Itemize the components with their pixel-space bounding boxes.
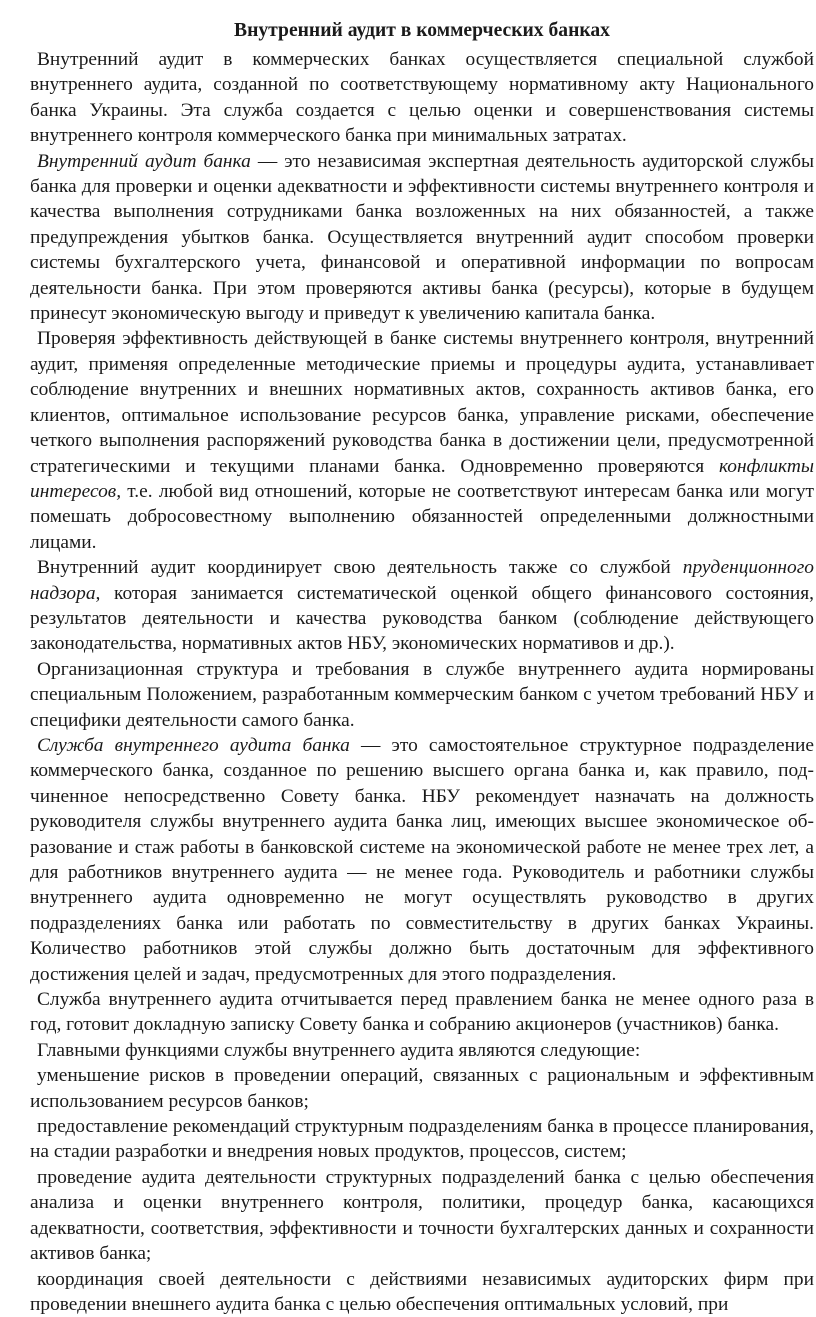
paragraph-p6 [30, 733, 814, 987]
paragraph-text: которая занимается систематической оценкой общего финансового состояния, результатов деятельности и качества руководства банком (соблюдение действующего законодательства, нормативных актов НБУ, экономических нормативов и др.). [30, 583, 814, 655]
paragraph-text: — это независимая экспертная деятельность аудиторской службы банка для проверки и оценки адекватности и эффективности системы внутреннего контроля и качества выполнения сотрудниками банка возложенных на них обязанностей, а также предупреждения убытков банка. Осуществляется внутренний аудит способом проверки системы бухгалтерского учета, финансовой и оперативной информации по вопросам деятельности банка. При этом проверяются активы банка (ресурсы), которые в будущем принесут экономическую выгоду и приведут к увеличению капитала банка. [30, 151, 814, 324]
paragraph-text: Внутренний аудит координирует свою деятельность также со службой [37, 557, 683, 578]
italic-term: конфликты интересов, [30, 456, 814, 502]
paragraph-text: Служба внутреннего аудита отчитывается перед правлением банка не менее одного раза в год, готовит докладную записку Совету банка и собранию акционеров (участников) банка. [30, 989, 814, 1035]
italic-term: пруденционного надзора, [30, 557, 814, 603]
paragraph-p3 [30, 326, 814, 555]
paragraph-p1 [30, 47, 814, 149]
paragraph-text: Проверяя эффективность действующей в банке системы внутреннего контроля, внутренний аудит, применяя определенные методические приемы и процедуры аудита, устанавливает соблюдение внутренних и внешних нормативных актов, сохранность активов банка, его клиентов, оптимальное использование ресурсов банка, управление рисками, обеспечение четкого выполнения распоряжений руководства банка в достижении цели, предусмотренной стратегическими и текущими планами банка. Одновременно проверяются [30, 328, 814, 476]
document-title: Внутренний аудит в коммерческих банках [30, 18, 814, 44]
italic-term: Служба внутреннего аудита банка [37, 735, 350, 756]
paragraph-p4 [30, 555, 814, 657]
document-body [30, 47, 814, 1317]
paragraph-text: — это самостоятельное структурное подразделение коммерческого банка, созданное по решению высшего органа банка и, как правило, подчиненное непосредственно Совету банка. НБУ рекомендует назначать на должность руководителя службы внутреннего аудита банка лиц, имеющих высшее экономическое образование и стаж работы в банковской системе на экономической работе не менее трех лет, а для работников внутреннего аудита — не менее года. Руководитель и работники службы внутреннего аудита одновременно не могут осуществлять руководство в других подразделениях банка или работать по совместительству в других банках Украины. Количество работников этой службы должно быть достаточным для эффективного достижения целей и задач, предусмотренных для этого подразделения. [30, 735, 814, 985]
italic-term: Внутренний аудит банка [37, 151, 251, 172]
paragraph-text: предоставление рекомендаций структурным подразделениям банка в процессе планирования, на стадии разработки и внедрения новых продуктов, процессов, систем; [30, 1116, 814, 1162]
paragraph-text: Главными функциями службы внутреннего аудита являются следующие: [37, 1040, 640, 1061]
paragraph-text: т.е. любой вид отношений, которые не соответствуют интересам банка или могут помешать добросовестному выполнению обязанностей определенными должностными лицами. [30, 481, 814, 553]
paragraph-text: координация своей деятельности с действиями независимых аудиторских фирм при проведении внешнего аудита банка с целью обеспечения оптимальных условий, при [30, 1269, 814, 1315]
paragraph-p5 [30, 657, 814, 733]
paragraph-p8 [30, 1038, 814, 1063]
paragraph-p10 [30, 1114, 814, 1165]
paragraph-p9 [30, 1063, 814, 1114]
paragraph-p7 [30, 987, 814, 1038]
paragraph-text: Организационная структура и требования в службе внутреннего аудита нормированы специальным Положением, разработанным коммерческим банком с учетом требований НБУ и специфики деятельности самого банка. [30, 659, 814, 731]
paragraph-p2 [30, 149, 814, 327]
paragraph-text: уменьшение рисков в проведении операций, связанных с рациональным и эффективным использованием ресурсов банков; [30, 1065, 814, 1111]
paragraph-p12 [30, 1267, 814, 1317]
paragraph-p11 [30, 1165, 814, 1267]
paragraph-text: проведение аудита деятельности структурных подразделений банка с целью обеспечения анализа и оценки внутреннего контроля, политики, процедур банка, касающихся адекватности, соответствия, эффективности и точности бухгалтерских данных и сохранности активов банка; [30, 1167, 814, 1264]
paragraph-text: Внутренний аудит в коммерческих банках осуществляется специальной службой внутреннего аудита, созданной по соответствующему нормативному акту Национального банка Украины. Эта служба создается с целью оценки и совершенствования системы внутреннего контроля коммерческого банка при минимальных затратах. [30, 49, 814, 146]
